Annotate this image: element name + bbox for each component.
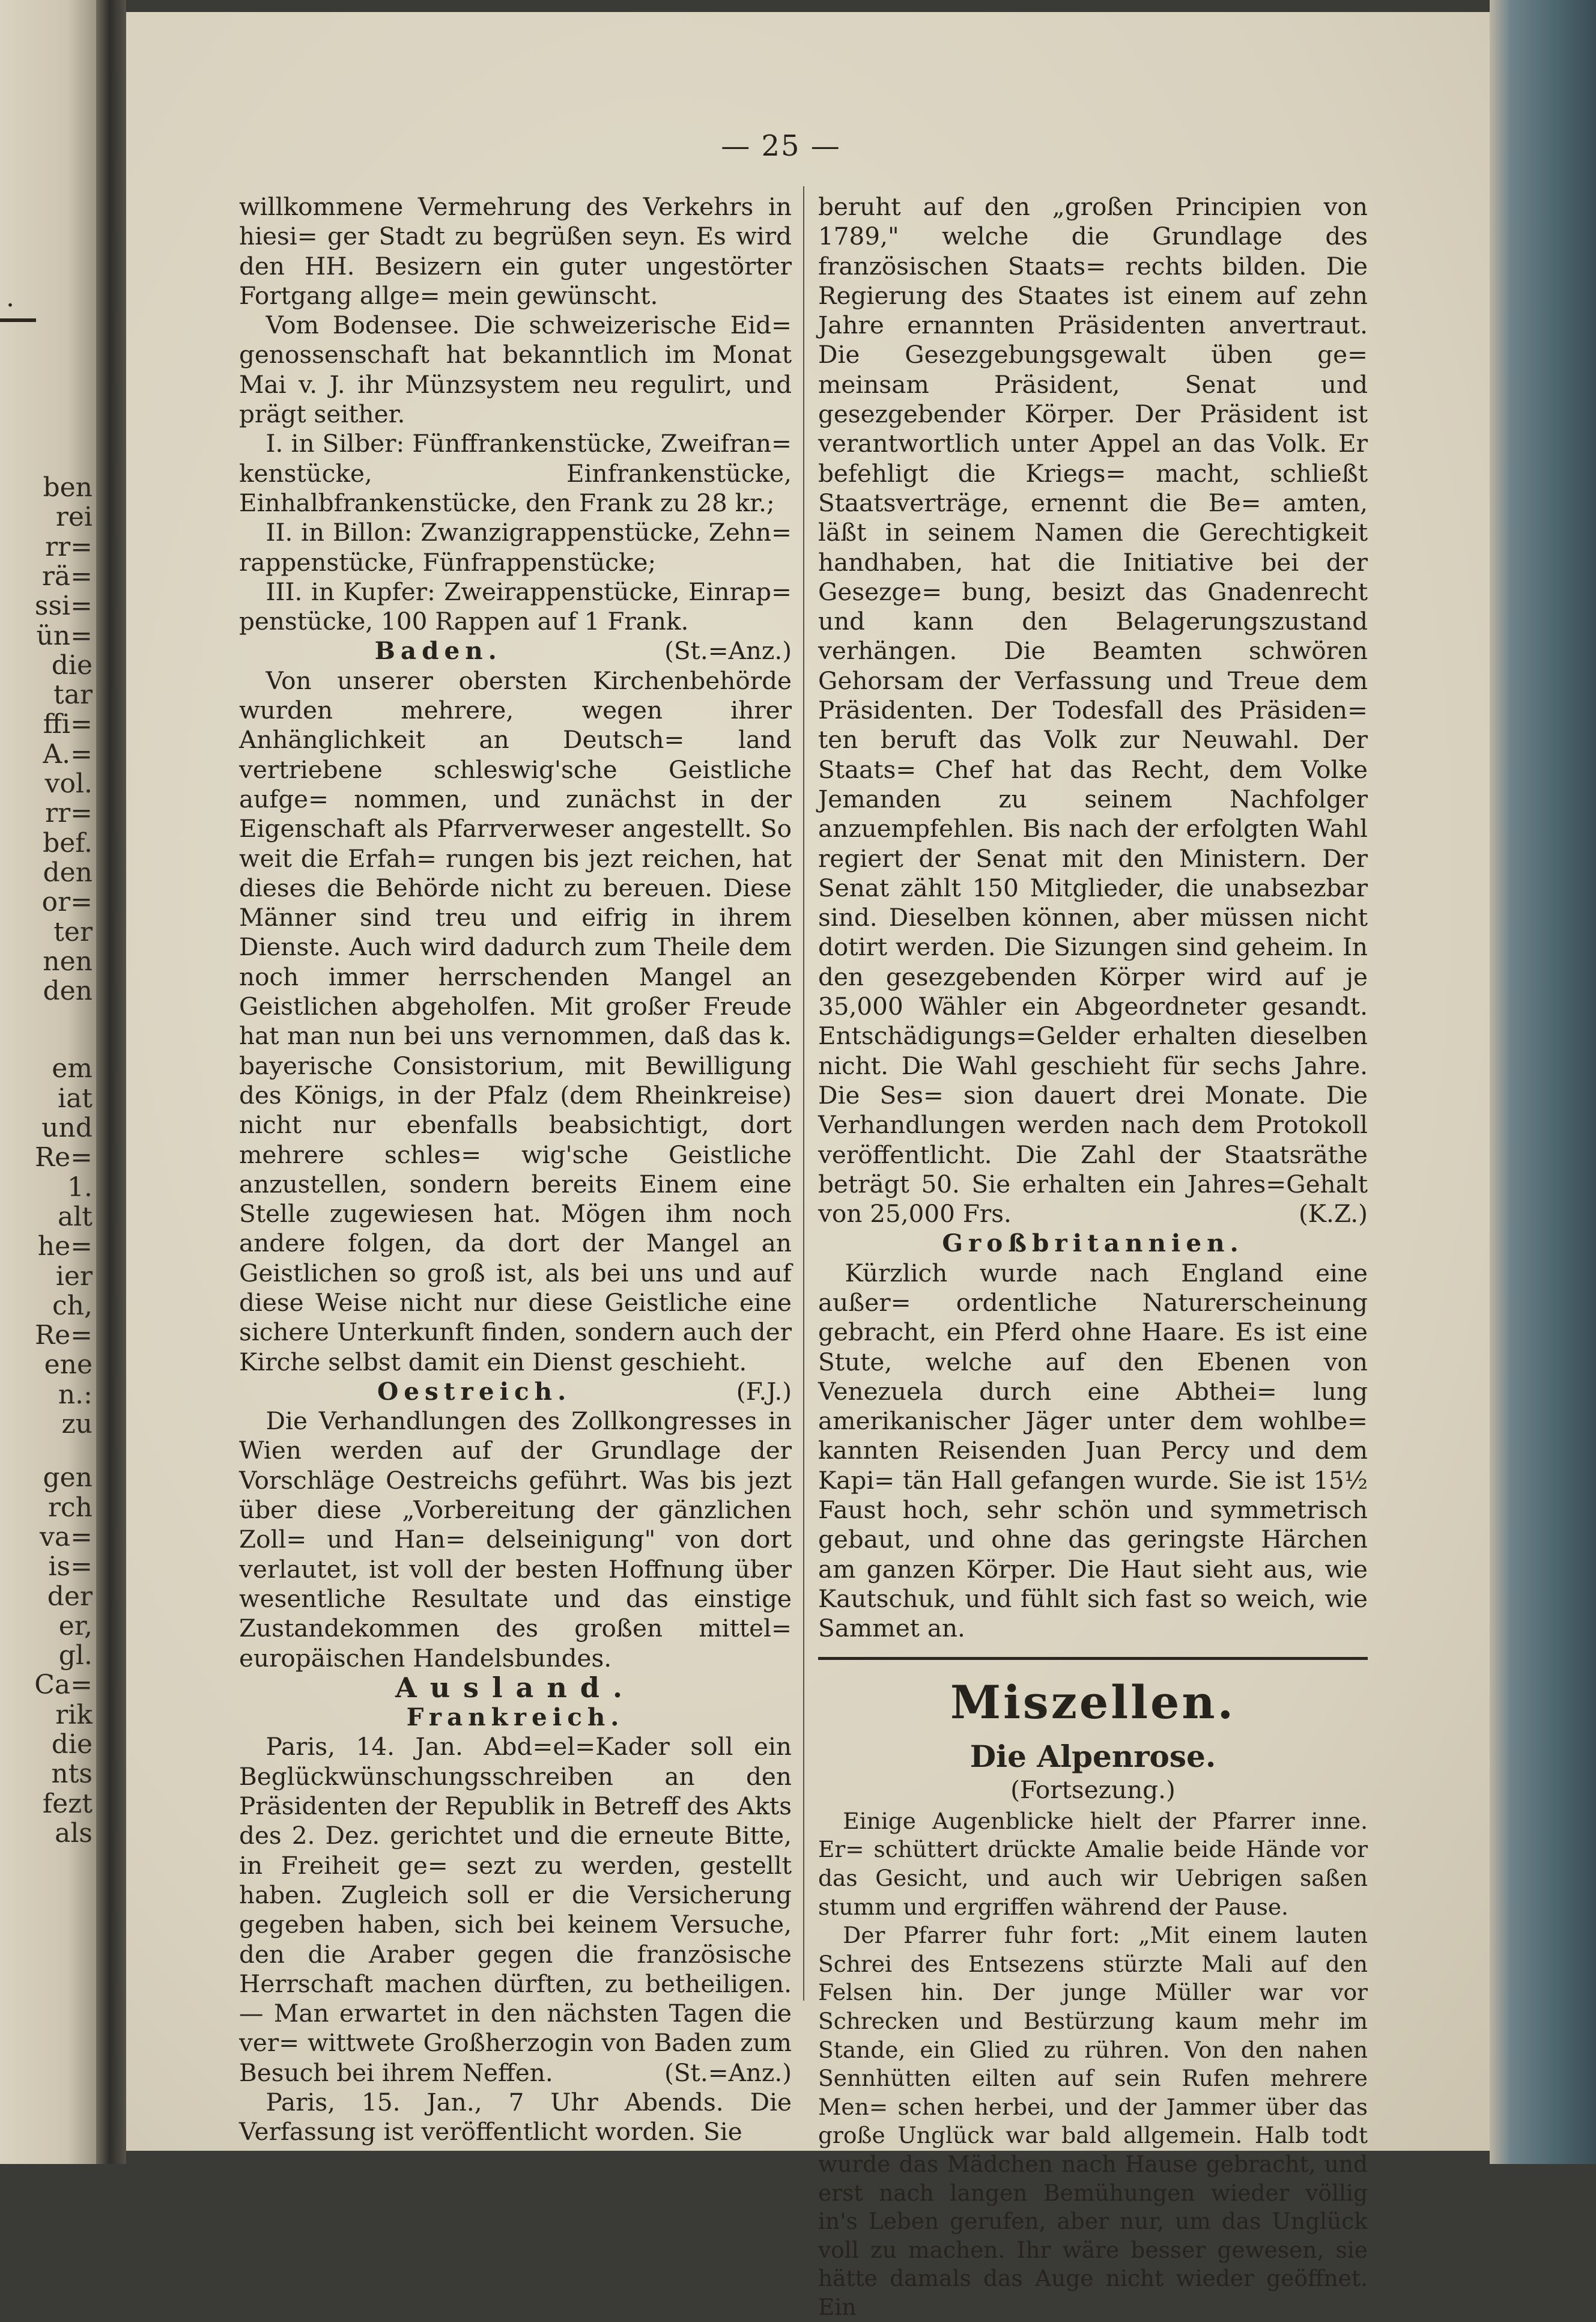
facing-page-word-fragment: rä= <box>41 561 93 592</box>
facing-page-word-fragment: rr= <box>45 531 93 562</box>
facing-page-word-fragment: vol. <box>44 768 93 799</box>
facing-page-word-fragment: alt <box>58 1201 93 1232</box>
facing-page-word-fragment: zu <box>61 1409 93 1439</box>
source-signature: (St.=Anz.) <box>664 636 792 666</box>
facing-page-word-fragment: Re= <box>34 1142 93 1173</box>
facing-page-word-fragment: und <box>41 1113 93 1143</box>
story-subtitle: (Fortsezung.) <box>1010 1775 1176 1804</box>
facing-page-word-fragment: rei <box>55 502 93 533</box>
facing-page-fragment <box>0 0 96 2164</box>
facing-page-word-fragment: nts <box>51 1758 93 1790</box>
facing-page-word-fragment: rik <box>55 1699 93 1730</box>
story-paragraph: Der Pfarrer fuhr fort: „Mit einem lauten Schrei des Entsezens stürzte Mali auf den Felsen hin. Der junge Müller war vor Schrecken und Bestürzung kaum mehr im Stande, ein Glied zu rühren. Von den nahen Sennhütten eilten auf sein Rufen mehrere Men= schen herbei, und der Jammer über das große Unglück war bald allgemein. Halb todt wurde das Mädchen nach Hause gebracht, und erst nach langen Bemühungen wieder völlig in's Leben gerufen, aber nur, um das Unglück voll zu machen. Ihr wäre besser gewesen, sie hätte damals das Auge nicht wieder geöffnet. Ein <box>818 1922 1368 2320</box>
coin-list-billon: II. in Billon: Zwanzigrappenstücke, Zehn= rappenstücke, Fünfrappenstücke; <box>239 518 792 577</box>
section-heading-grossbritannien: Großbritannien. <box>942 1229 1244 1258</box>
page-number: — 25 — <box>721 129 841 163</box>
section-rule <box>818 1657 1368 1660</box>
facing-page-word-fragment: ier <box>55 1260 93 1292</box>
article-paragraph: willkommene Vermehrung des Verkehrs in hiesi= ger Stadt zu begrüßen seyn. Es wird den HH. Besizern ein guter ungestörter Fortgang allge= mein gewünscht. <box>239 192 792 310</box>
facing-page-word-fragment: 1. <box>67 1172 93 1203</box>
facing-page-rule <box>0 318 36 322</box>
article-bodensee: Vom Bodensee. Die schweizerische Eid= genossenschaft hat bekanntlich im Monat Mai v. J. ihr Münzsystem neu regulirt, und prägt seither. <box>239 311 792 429</box>
facing-page-word-fragment: A.= <box>43 738 93 770</box>
facing-page-word-fragment: n.: <box>58 1379 93 1410</box>
facing-page-word-fragment: gen <box>43 1462 93 1494</box>
facing-page-word-fragment: der <box>47 1581 93 1612</box>
coin-list-silver: I. in Silber: Fünffrankenstücke, Zweifran= kenstücke, Einfrankenstücke, Einhalbfrankenstücke, den Frank zu 28 kr.; <box>239 429 792 517</box>
coin-list-copper-text: III. in Kupfer: Zweirappenstücke, Einrap= penstücke, 100 Rappen auf 1 Frank. <box>239 577 792 636</box>
section-heading-oestreich: Oestreich. <box>377 1376 572 1406</box>
facing-page-word-fragment: ben <box>43 472 93 503</box>
left-column <box>239 192 792 2147</box>
facing-page-word-fragment: fezt <box>42 1788 93 1819</box>
story-title: Die Alpenrose. <box>969 1738 1216 1774</box>
article-baden-text: Von unserer obersten Kirchenbehörde wurden mehrere, wegen ihrer Anhänglichkeit an Deutsch= land vertriebene schleswig'sche Geistliche aufge= nommen, und zunächst in der Eigenschaft als Pfarrverweser angestellt. So weit die Erfah= rungen bis jezt reichen, hat dieses die Behörde nicht zu bereuen. Diese Männer sind treu und eifrig in ihrem Dienste. Auch wird dadurch zum Theile dem noch immer herrschenden Mangel an Geistlichen abgeholfen. Mit großer Freude hat man nun bei uns vernommen, daß das k. bayerische Consistorium, mit Bewilligung des Königs, in der Pfalz (dem Rheinkreise) nicht nur ebenfalls beabsichtigt, dort mehrere schles= wig'sche Geistliche anzustellen, sondern bereits Einem eine Stelle zugewiesen hat. Mögen ihm noch andere folgen, da dort der Mangel an Geistlichen so groß ist, als bei uns und auf diese Weise nicht nur diese Geistliche eine sichere Unterkunft finden, sondern auch der Kirche selbst damit ein Dienst geschieht. <box>239 666 792 1376</box>
facing-page-word-fragment: ssi= <box>34 591 93 622</box>
source-signature: (F.J.) <box>736 1376 792 1406</box>
facing-page-word-fragment: bef. <box>43 827 93 859</box>
facing-page-word-fragment: is= <box>48 1551 93 1582</box>
facing-page-word-fragment: die <box>51 1729 93 1760</box>
facing-page-word-fragment: ffi= <box>43 709 93 740</box>
facing-page-word-fragment: Re= <box>34 1320 93 1351</box>
facing-page-word-fragment: he= <box>37 1231 93 1262</box>
facing-page-word-fragment: ün= <box>36 620 93 651</box>
facing-page-word-fragment: or= <box>41 887 93 918</box>
miszellen-title: Miszellen. <box>950 1675 1236 1729</box>
article-oestreich: Die Verhandlungen des Zollkongresses in Wien werden auf der Grundlage der Vorschläge Oestreichs geführt. Was bis jezt über diese „Vorbereitung der gänzlichen Zoll= und Han= delseinigung" von dort verlautet, ist voll der besten Hoffnung über wesentliche Resultate und das einstige Zustandekommen des großen mittel= europäischen Handelsbundes. <box>239 1406 792 1673</box>
section-heading-ausland: Ausland. <box>395 1671 636 1704</box>
article-verfassung <box>818 192 1368 1229</box>
facing-page-word-fragment: ch, <box>52 1290 93 1321</box>
article-paris-14 <box>239 1732 792 2088</box>
facing-page-word-fragment: rch <box>47 1492 93 1523</box>
article-paris-14-text: Paris, 14. Jan. Abd=el=Kader soll ein Beglückwünschungsschreiben an den Präsidenten der Republik in Betreff des Akts des 2. Dez. gerichtet und die erneute Bitte, in Freiheit ge= sezt zu werden, gestellt haben. Zugleich soll er die Versicherung gegeben haben, sich bei keinem Versuche, den die Araber gegen die französische Herrschaft machen dürften, zu betheiligen. — Man erwartet in den nächsten Tagen die ver= wittwete Großherzogin von Baden zum Besuch bei ihrem Neffen. <box>239 1732 792 2087</box>
story-paragraph: Einige Augenblicke hielt der Pfarrer inne. Er= schüttert drückte Amalie beide Hände vor das Gesicht, und auch wir Uebrigen saßen stumm und ergriffen während der Pause. <box>818 1807 1368 1920</box>
facing-page-word-fragment: die <box>51 649 93 681</box>
facing-page-word-fragment: er, <box>58 1610 93 1641</box>
facing-page-word-fragment: va= <box>40 1521 93 1552</box>
facing-page-word-fragment: iat <box>58 1083 93 1114</box>
facing-page-word-fragment: nen <box>43 946 93 977</box>
article-verfassung-text: beruht auf den „großen Principien von 1789," welche die Grundlage des französischen Staats= rechts bilden. Die Regierung des Staates ist einem auf zehn Jahre ernannten Präsidenten anvertraut. Die Gesezgebungsgewalt üben ge= meinsam Präsident, Senat und gesezgebender Körper. Der Präsident ist verantwortlich unter Appel an das Volk. Er befehligt die Kriegs= macht, schließt Staatsverträge, ernennt die Be= amten, läßt in seinem Namen die Gerechtigkeit handhaben, hat die Initiative bei der Gesezge= bung, besizt das Gnadenrecht und kann den Belagerungszustand verhängen. Die Beamten schwören Gehorsam der Verfassung und Treue dem Präsidenten. Der Todesfall des Präsiden= ten beruft das Volk zur Neuwahl. Der Staats= Chef hat das Recht, dem Volke Jemanden zu seinem Nachfolger anzuempfehlen. Bis nach der erfolgten Wahl regiert der Senat mit den Ministern. Der Senat zählt 150 Mitglieder, die unabsezbar sind. Dieselben können, aber müssen nicht dotirt werden. Die Sizungen sind geheim. In den gesezgebenden Körper wird auf je 35,000 Wähler ein Abgeordneter gesandt. Entschädigungs=Gelder erhalten dieselben nicht. Die Wahl geschieht für sechs Jahre. Die Ses= sion dauert drei Monate. Die Verhandlungen werden nach dem Protokoll veröffentlicht. Die Zahl der Staatsräthe beträgt 50. Sie erhalten ein Jahres=Gehalt von 25,000 Frs. <box>818 192 1368 1229</box>
facing-page-word-fragment: den <box>43 857 93 888</box>
book-gutter <box>96 0 126 2164</box>
facing-page-word-fragment: ter <box>53 916 93 947</box>
source-signature: (St.=Anz.) <box>664 2058 792 2087</box>
right-column <box>818 192 1368 2322</box>
facing-page-dot: . <box>6 282 14 313</box>
book-cover-edge <box>1490 0 1596 2164</box>
article-pferd: Kürzlich wurde nach England eine außer= ordentliche Naturerscheinung gebracht, ein Pferd ohne Haare. Es ist eine Stute, welche auf den Ebenen von Venezuela durch eine Abthei= lung amerikanischer Jäger unter dem wohlbe= kannten Reisenden Juan Percy und dem Kapi= tän Hall gefangen wurde. Sie ist 15½ Faust hoch, sehr schön und symmetrisch gebaut, und ohne das geringste Härchen am ganzen Körper. Die Haut sieht aus, wie Kautschuk, und fühlt sich fast so weich, wie Sammet an. <box>818 1258 1368 1643</box>
facing-page-word-fragment: ene <box>44 1349 93 1381</box>
facing-page-word-fragment: Ca= <box>34 1670 93 1701</box>
facing-page-word-fragment: als <box>55 1817 93 1849</box>
source-signature: (K.Z.) <box>1298 1199 1368 1229</box>
article-paris-15: Paris, 15. Jan., 7 Uhr Abends. Die Verfassung ist veröffentlicht worden. Sie <box>239 2088 792 2147</box>
facing-page-word-fragment: tar <box>53 679 93 711</box>
facing-page-word-fragment: em <box>52 1053 93 1084</box>
facing-page-word-fragment: den <box>43 976 93 1007</box>
column-divider <box>803 186 804 2001</box>
facing-page-word-fragment: rr= <box>45 798 93 829</box>
section-heading-frankreich: Frankreich. <box>406 1703 625 1732</box>
section-heading-baden: Baden. <box>374 636 502 666</box>
facing-page-word-fragment: gl. <box>58 1640 93 1671</box>
